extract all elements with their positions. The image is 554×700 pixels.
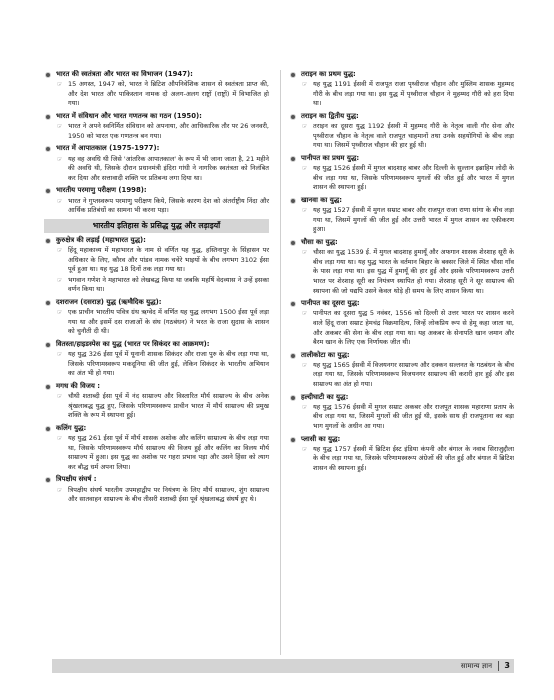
section-heading [44, 475, 269, 484]
section-block [44, 475, 269, 504]
section-point [289, 361, 514, 390]
section-point [44, 122, 269, 141]
section-point-text: भारत ने अपने स्वनिर्मित संविधान को अपनाया, और आधिकारिक तौर पर 26 जनवरी, 1950 को भारत एक गणतन्त्र बन गया। [68, 122, 269, 140]
section-point [289, 206, 514, 235]
document-page [44, 70, 514, 655]
section-point [44, 308, 269, 337]
pointer-icon: ☞ [302, 403, 308, 411]
pointer-icon: ☞ [57, 435, 63, 443]
section-block [289, 196, 514, 235]
section-point [44, 276, 269, 295]
section-block [44, 298, 269, 337]
left-column [44, 70, 269, 508]
section-heading [289, 351, 514, 360]
bullet-icon [290, 240, 296, 246]
section-heading [289, 154, 514, 163]
pointer-icon: ☞ [57, 486, 63, 494]
section-heading-text: वितस्ता/हाइडस्पेस का युद्ध (भारत पर सिकंदर का आक्रमण): [56, 339, 210, 348]
pointer-icon: ☞ [57, 123, 63, 131]
section-point [44, 350, 269, 379]
bullet-icon [45, 477, 51, 483]
bullet-icon [290, 198, 296, 204]
section-heading [289, 238, 514, 247]
pointer-icon: ☞ [57, 351, 63, 359]
section-point [44, 392, 269, 421]
section-point-text: यह युद्ध 1191 ईसवी में राजपूत राजा पृथ्वीराज चौहान और मुस्लिम शासक मुहम्मद गौरी के बीच लड़ा गया था। इस युद्ध में पृथ्वीराज चौहान ने मुहम्मद गौरी को हरा दिया था। [313, 80, 514, 108]
page-number: 3 [504, 661, 510, 670]
section-block [44, 424, 269, 473]
section-block [289, 435, 514, 474]
section-point-text: तराइन का दूसरा युद्ध 1192 ईसवी में मुहम्मद गौरी के नेतृत्व वाली गौर सेना और पृथ्वीराज चौहान के नेतृत्व वाले राजपूत चाहमानों तथा उनके सहयोगियों के बीच लड़ा गया था। जिसमें पृथ्वीराज चौहान की हार हुई थी। [313, 122, 514, 150]
section-point-text: यह वह अवधि थी जिसे 'आंतरिक आपातकाल' के रूप में भी जाना जाता है, 21 महीने की अवधि थी, जिसके दौरान प्रधानमंत्री इंदिरा गांधी ने नागरिक स्वतंत्रता को निलंबित कर दिया और सत्तावादी शक्ति पर प्रतिबन्ध लगा दिया था। [68, 154, 269, 182]
section-heading-text: तालीकोटा का युद्ध: [301, 350, 350, 359]
section-point [44, 246, 269, 275]
section-point [44, 486, 269, 505]
section-block [44, 70, 269, 109]
bullet-icon [290, 353, 296, 359]
section-block [289, 154, 514, 193]
bullet-icon [45, 342, 51, 348]
pointer-icon: ☞ [302, 445, 308, 453]
section-heading [44, 424, 269, 433]
section-point-text: यह युद्ध 1757 ईसवी में ब्रिटिश ईस्ट इंडिया कंपनी और बंगाल के नवाब सिराजुद्दौला के बीच लड़ा गया था, जिसके परिणामस्वरूप अंग्रेजों की जीत हुई और बंगाल में ब्रिटिश शासन की स्थापना हुई। [313, 444, 514, 473]
bullet-icon [290, 114, 296, 120]
section-block [44, 340, 269, 379]
pointer-icon: ☞ [302, 361, 308, 369]
bullet-icon [290, 301, 296, 307]
section-heading-text: भारत में आपातकाल (1975-1977): [56, 144, 160, 153]
section-point-text: एक प्राचीन भारतीय पवित्र ग्रंथ ऋग्वेद में वर्णित यह युद्ध लगभग 1500 ईसा पूर्व लड़ा गया था और इसमें दस राजाओं के संघ (गठबंधन) ने भरत के राजा सुदास के शासन को चुनौती दी थी। [68, 308, 269, 336]
section-block [289, 112, 514, 151]
section-block [289, 70, 514, 109]
pointer-icon: ☞ [302, 165, 308, 173]
section-block [289, 393, 514, 432]
section-heading-text: कुरुक्षेत्र की लड़ाई (महाभारत युद्ध): [56, 235, 146, 244]
section-heading-text: दशराजन (दसराज्ञ) युद्ध (ऋग्वैदिक युद्ध): [56, 297, 162, 306]
footer-separator [498, 661, 499, 671]
bullet-icon [290, 395, 296, 401]
section-heading [44, 298, 269, 307]
section-point-text: यह युद्ध 326 ईसा पूर्व में यूनानी शासक सिकंदर और राजा पुरु के बीच लड़ा गया था, जिसके परिणामस्वरूप मकदूनिया की जीत हुई, लेकिन सिकंदर के भारतीय अभियान का अंत भी हो गया। [68, 350, 269, 378]
column-divider [280, 70, 281, 655]
section-heading [44, 340, 269, 349]
pointer-icon: ☞ [57, 155, 63, 163]
section-point-text: भारत ने गुप्तस्वरूप परमाणु परीक्षण किये, जिसके कारण देश को अंतर्राष्ट्रीय निंदा और आर्थिक प्रतिबंधों का सामना भी करना पड़ा। [68, 196, 269, 215]
section-block [44, 186, 269, 215]
section-point-text: यह युद्ध 1576 ईसवी में मुगल सम्राट अकबर और राजपूत शासक महाराणा प्रताप के बीच लड़ा गया था, जिसमें मुगलों की जीत हुई थी, इसके साथ ही राजपूताना का बड़ा भाग मुगलों के अधीन आ गया। [313, 402, 514, 431]
section-point-text: पानीपत का दूसरा युद्ध 5 नवंबर, 1556 को दिल्ली से उत्तर भारत पर शासन करने वाले हिंदू राजा सम्राट हेमचंद्र विक्रमादित्य, जिन्हें लोकप्रिय रूप से हेमू कहा जाता था, और अकबर की सेना के बीच लड़ा गया था। यह अकबर के सेनापति खान जमान और बैरम खान के लिए एक निर्णायक जीत थी। [313, 309, 514, 347]
section-point-text: भगवान गणेश ने महाभारत को लेखबद्ध किया था जबकि महर्षि वेदव्यास ने उन्हें इसका वर्णन किया था। [68, 275, 269, 294]
section-heading [44, 112, 269, 121]
bullet-icon [45, 238, 51, 244]
section-heading-text: तराइन का प्रथम युद्ध: [301, 70, 356, 78]
section-heading [44, 70, 269, 79]
section-heading-text: भारत में संविधान और भारत गणतन्त्र का गठन (1950): [56, 111, 202, 120]
section-point [44, 155, 269, 184]
bullet-icon [45, 146, 51, 152]
footer-subject-label: सामान्य ज्ञान [460, 662, 492, 670]
section-point-text: 15 अगस्त, 1947 को, भारत ने ब्रिटिश औपनिवेशिक शासन से स्वतंत्रता प्राप्त की, और देश भारत और पाकिस्तान नामक दो अलग-अलग राष्ट्रों (राष्ट्रों) में विभाजित हो गया। [68, 80, 269, 108]
pointer-icon: ☞ [57, 309, 63, 317]
section-block [289, 299, 514, 348]
section-point [289, 445, 514, 474]
bullet-icon [290, 437, 296, 443]
bullet-icon [45, 384, 51, 390]
pointer-icon: ☞ [57, 246, 63, 254]
section-point-text: यह युद्ध 1565 ईसवी में विजयनगर साम्राज्य और दक्कन सल्तनत के गठबंधन के बीच लड़ा गया था, जिसके परिणामस्वरूप विजयनगर साम्राज्य की करारी हार हुई और इस साम्राज्य का अंत हो गया। [313, 360, 514, 389]
section-heading-text: चौसा का युद्ध: [301, 237, 338, 246]
section-block [44, 236, 269, 295]
section-block [44, 112, 269, 141]
bullet-icon [45, 114, 51, 120]
section-heading [44, 236, 269, 245]
section-heading-text: तराइन का द्वितीय युद्ध: [301, 111, 359, 120]
section-point [289, 403, 514, 432]
pointer-icon: ☞ [302, 310, 308, 318]
section-heading [289, 196, 514, 205]
right-column [289, 70, 514, 477]
bullet-icon [45, 300, 51, 306]
section-heading [289, 112, 514, 121]
section-heading-text: भारत की स्वतंत्रता और भारत का विभाजन (1947): [56, 70, 193, 78]
pointer-icon: ☞ [57, 393, 63, 401]
section-heading-text: भारतीय परमाणु परीक्षण (1998): [56, 186, 147, 195]
section-heading [44, 144, 269, 153]
section-point [289, 248, 514, 296]
section-block [44, 144, 269, 183]
section-block [44, 382, 269, 421]
section-heading-text: खानवा का युद्ध: [301, 195, 342, 204]
section-point [44, 80, 269, 109]
pointer-icon: ☞ [302, 123, 308, 131]
section-point [289, 309, 514, 347]
section-heading-text: पानीपत का दूसरा युद्ध: [301, 299, 360, 308]
section-point-text: चौसा का युद्ध 1539 ई. में मुगल बादशाह हुमायूँ और अफगान शासक शेरशाह सूरी के बीच लड़ा गया था। यह युद्ध भारत के वर्तमान बिहार के बक्सर जिले में स्थित चौसा गाँव के पास लड़ा गया था। इस युद्ध में हुमायूँ की हार हुई और इसके परिणामस्वरूप उत्तरी भारत पर शेरशाह सूरी का नियंत्रण स्थापित हो गया। शेरशाह सूरी ने सूर साम्राज्य की स्थापना की जो यद्यपि उसने केवल थोड़े ही समय के लिए शासन किया था। [313, 248, 514, 295]
section-heading-text: पानीपत का प्रथम युद्ध: [301, 153, 360, 162]
section-heading [44, 382, 269, 391]
section-point [289, 122, 514, 151]
section-point-text: त्रिपक्षीय संघर्ष भारतीय उपमहाद्वीप पर नियंत्रण के लिए मौर्य साम्राज्य, शुंग साम्राज्य और सातवाहन साम्राज्य के बीच तीसरी शताब्दी ईसा पूर्व श्रृंखलाबद्ध संघर्ष हुए थे। [68, 485, 269, 504]
section-block [289, 351, 514, 390]
section-point-text: यह युद्ध 1526 ईसवी में मुगल बादशाह बाबर और दिल्ली के सुल्तान इब्राहिम लोदी के बीच लड़ा गया था, जिसके परिणामस्वरूप मुगलों की जीत हुई और भारत में मुगल शासन की स्थापना हुई। [313, 164, 514, 192]
pointer-icon: ☞ [57, 81, 63, 89]
section-point [44, 197, 269, 216]
pointer-icon: ☞ [57, 197, 63, 205]
bullet-icon [45, 188, 51, 194]
section-point [44, 434, 269, 472]
pointer-icon: ☞ [57, 276, 63, 284]
section-heading [44, 186, 269, 195]
bullet-icon [290, 72, 296, 78]
section-heading-text: हल्दीघाटी का युद्ध: [301, 392, 349, 401]
section-heading [289, 393, 514, 402]
pointer-icon: ☞ [302, 81, 308, 89]
section-heading [289, 70, 514, 79]
section-point-text: यह युद्ध 261 ईसा पूर्व में मौर्य शासक अशोक और कलिंग साम्राज्य के बीच लड़ा गया था, जिसके परिणामस्वरूप मौर्य साम्राज्य की विजय हुई और कलिंग का विलय मौर्य साम्राज्य में हुआ। इस युद्ध का अशोक पर गहरा प्रभाव पड़ा और उसने हिंसा को त्याग कर बौद्ध धर्म अपना लिया। [68, 434, 269, 471]
section-block [289, 238, 514, 296]
section-point-text: यह युद्ध 1527 ईसवी में मुगल सम्राट बाबर और राजपूत राजा राणा सांगा के बीच लड़ा गया था, जिसमें मुगलों की जीत हुई और उत्तरी भारत में मुगल शासन का एकीकरण हुआ। [313, 206, 514, 234]
section-point-text: चौथी शताब्दी ईसा पूर्व में नंद साम्राज्य और विस्तारित मौर्य साम्राज्य के बीच अनेक श्रृंखलाबद्ध युद्ध हुए, जिसके परिणामस्वरूप प्राचीन भारत में मौर्य साम्राज्य की प्रमुख शक्ति के रूप में स्थापना हुई। [68, 392, 269, 420]
bullet-icon [290, 156, 296, 162]
section-heading-text: प्लासी का युद्ध: [301, 434, 341, 443]
section-banner: भारतीय इतिहास के प्रसिद्ध युद्ध और लड़ाइयाँ [44, 219, 269, 233]
section-heading-text: मगध की विजय : [56, 381, 100, 390]
bullet-icon [45, 426, 51, 432]
pointer-icon: ☞ [302, 207, 308, 215]
section-heading [289, 435, 514, 444]
section-heading [289, 299, 514, 308]
section-heading-text: त्रिपक्षीय संघर्ष : [56, 475, 97, 484]
section-point-text: हिंदू महाकाव्य में महाभारत के नाम से वर्णित यह युद्ध, हस्तिनापुर के सिंहासन पर अधिकार के लिए, कौरव और पांडव नामक चचेरे भाइयों के बीच लगभग 3102 ईसा पूर्व हुआ था। यह युद्ध 18 दिनों तक लड़ा गया था। [68, 245, 269, 274]
section-point [289, 80, 514, 109]
page-footer [52, 659, 514, 673]
section-point [289, 164, 514, 193]
bullet-icon [45, 72, 51, 78]
pointer-icon: ☞ [302, 249, 308, 257]
section-heading-text: कलिंग युद्ध: [56, 423, 87, 432]
